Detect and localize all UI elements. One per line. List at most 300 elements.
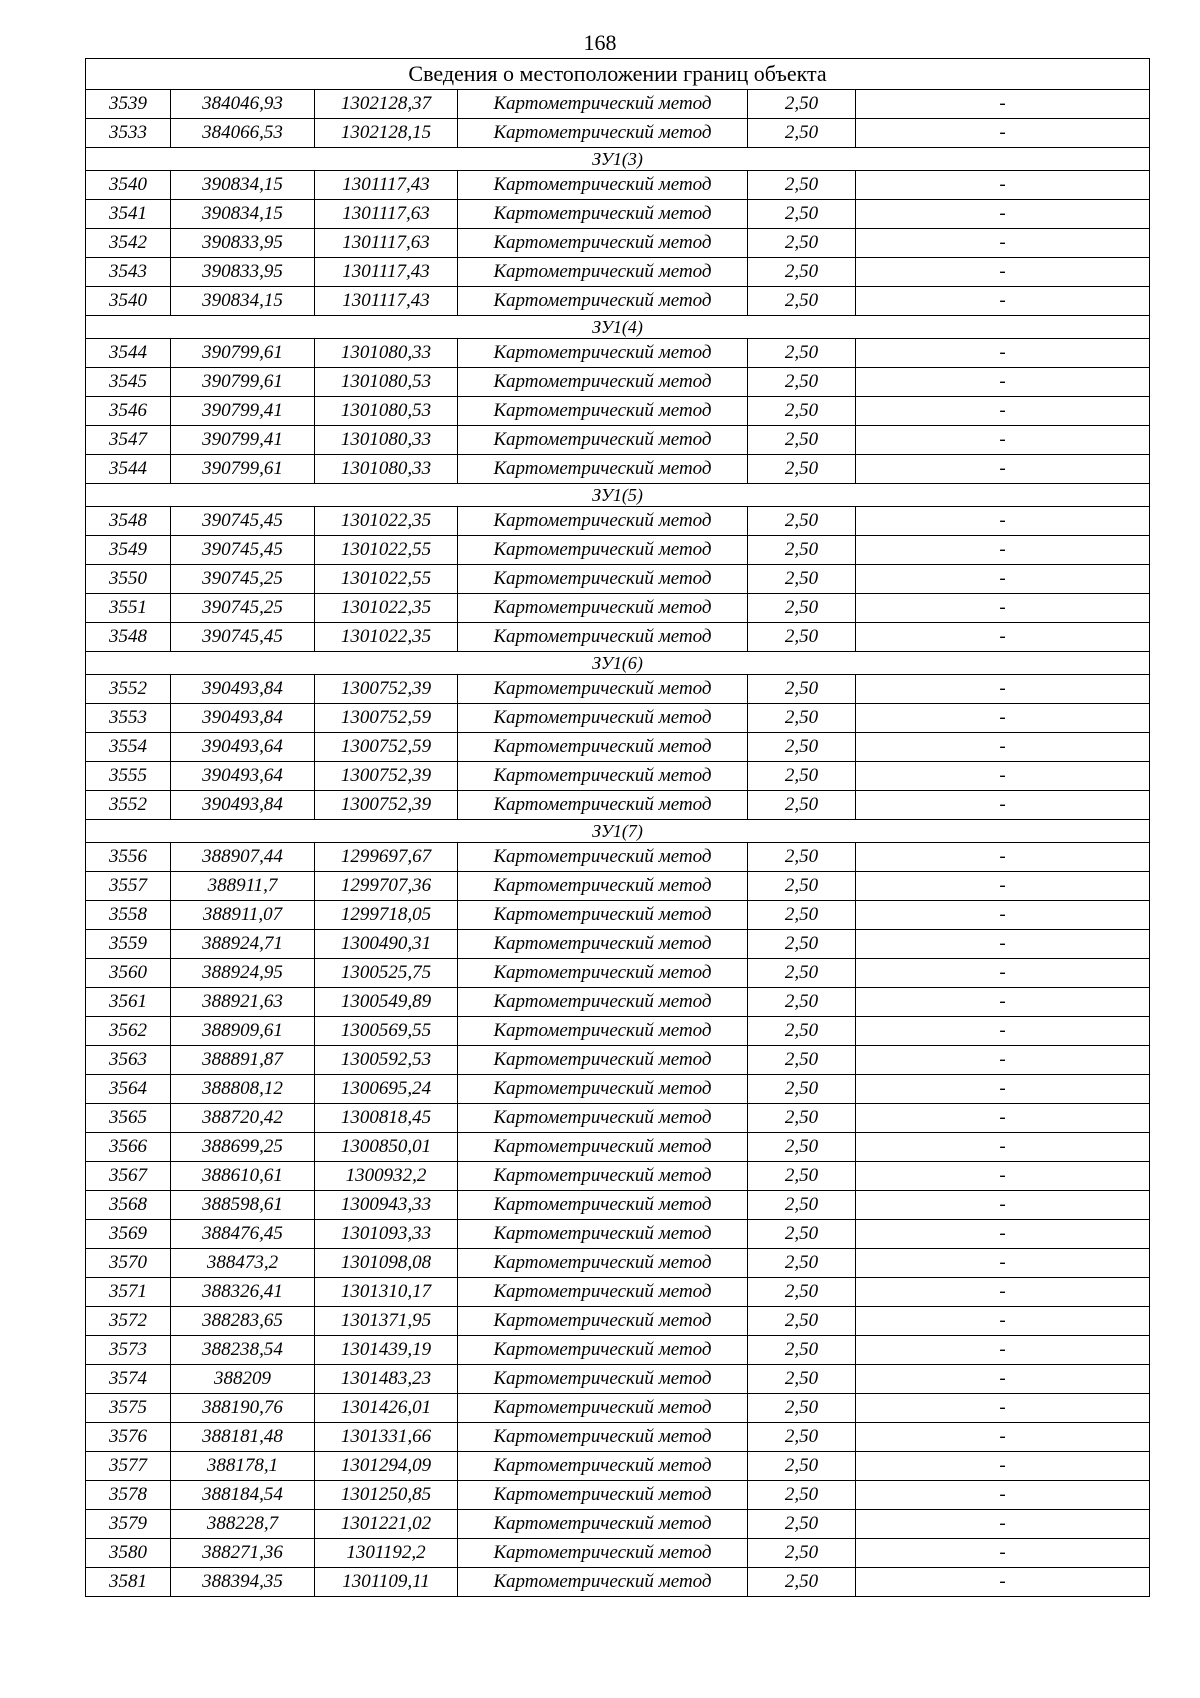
x-coordinate-cell: 390834,15 (171, 200, 315, 229)
description-cell: - (856, 258, 1150, 287)
method-cell: Картометрический метод (458, 872, 748, 901)
y-coordinate-cell: 1301022,35 (315, 594, 458, 623)
x-coordinate-cell: 390799,41 (171, 397, 315, 426)
point-number-cell: 3579 (86, 1510, 171, 1539)
y-coordinate-cell: 1299718,05 (315, 901, 458, 930)
accuracy-cell: 2,50 (748, 762, 856, 791)
description-cell: - (856, 1278, 1150, 1307)
table-row (86, 1510, 1150, 1539)
description-cell: - (856, 536, 1150, 565)
table-body (86, 59, 1150, 1597)
description-cell: - (856, 1104, 1150, 1133)
y-coordinate-cell: 1300752,39 (315, 675, 458, 704)
table-row (86, 507, 1150, 536)
table-row (86, 1423, 1150, 1452)
method-cell: Картометрический метод (458, 594, 748, 623)
method-cell: Картометрический метод (458, 1220, 748, 1249)
section-label: ЗУ1(4) (86, 316, 1150, 339)
y-coordinate-cell: 1301022,55 (315, 536, 458, 565)
section-header-row (86, 820, 1150, 843)
accuracy-cell: 2,50 (748, 1539, 856, 1568)
point-number-cell: 3569 (86, 1220, 171, 1249)
point-number-cell: 3574 (86, 1365, 171, 1394)
method-cell: Картометрический метод (458, 1162, 748, 1191)
y-coordinate-cell: 1301117,43 (315, 287, 458, 316)
y-coordinate-cell: 1301022,55 (315, 565, 458, 594)
method-cell: Картометрический метод (458, 843, 748, 872)
accuracy-cell: 2,50 (748, 1162, 856, 1191)
x-coordinate-cell: 390745,45 (171, 536, 315, 565)
method-cell: Картометрический метод (458, 119, 748, 148)
description-cell: - (856, 397, 1150, 426)
accuracy-cell: 2,50 (748, 988, 856, 1017)
x-coordinate-cell: 388473,2 (171, 1249, 315, 1278)
description-cell: - (856, 171, 1150, 200)
description-cell: - (856, 843, 1150, 872)
x-coordinate-cell: 390834,15 (171, 287, 315, 316)
x-coordinate-cell: 388907,44 (171, 843, 315, 872)
method-cell: Картометрический метод (458, 1104, 748, 1133)
description-cell: - (856, 339, 1150, 368)
y-coordinate-cell: 1301117,43 (315, 171, 458, 200)
y-coordinate-cell: 1301080,33 (315, 426, 458, 455)
table-row (86, 1191, 1150, 1220)
table-row (86, 90, 1150, 119)
method-cell: Картометрический метод (458, 536, 748, 565)
page-number: 168 (583, 30, 617, 55)
method-cell: Картометрический метод (458, 1568, 748, 1597)
table-row (86, 1452, 1150, 1481)
table-row (86, 339, 1150, 368)
method-cell: Картометрический метод (458, 1133, 748, 1162)
table-row (86, 843, 1150, 872)
section-label: ЗУ1(5) (86, 484, 1150, 507)
method-cell: Картометрический метод (458, 1539, 748, 1568)
point-number-cell: 3539 (86, 90, 171, 119)
y-coordinate-cell: 1301080,33 (315, 455, 458, 484)
description-cell: - (856, 1220, 1150, 1249)
point-number-cell: 3542 (86, 229, 171, 258)
y-coordinate-cell: 1300752,39 (315, 791, 458, 820)
method-cell: Картометрический метод (458, 1249, 748, 1278)
accuracy-cell: 2,50 (748, 1307, 856, 1336)
point-number-cell: 3570 (86, 1249, 171, 1278)
method-cell: Картометрический метод (458, 397, 748, 426)
y-coordinate-cell: 1301371,95 (315, 1307, 458, 1336)
point-number-cell: 3547 (86, 426, 171, 455)
method-cell: Картометрический метод (458, 287, 748, 316)
table-row (86, 1104, 1150, 1133)
x-coordinate-cell: 390834,15 (171, 171, 315, 200)
table-row (86, 623, 1150, 652)
method-cell: Картометрический метод (458, 1481, 748, 1510)
x-coordinate-cell: 388921,63 (171, 988, 315, 1017)
x-coordinate-cell: 390833,95 (171, 229, 315, 258)
accuracy-cell: 2,50 (748, 1452, 856, 1481)
accuracy-cell: 2,50 (748, 1568, 856, 1597)
table-row (86, 397, 1150, 426)
point-number-cell: 3544 (86, 455, 171, 484)
point-number-cell: 3557 (86, 872, 171, 901)
table-row (86, 1568, 1150, 1597)
y-coordinate-cell: 1300525,75 (315, 959, 458, 988)
x-coordinate-cell: 390799,61 (171, 368, 315, 397)
point-number-cell: 3559 (86, 930, 171, 959)
description-cell: - (856, 1307, 1150, 1336)
x-coordinate-cell: 388598,61 (171, 1191, 315, 1220)
accuracy-cell: 2,50 (748, 930, 856, 959)
x-coordinate-cell: 388720,42 (171, 1104, 315, 1133)
table-row (86, 959, 1150, 988)
accuracy-cell: 2,50 (748, 1336, 856, 1365)
point-number-cell: 3564 (86, 1075, 171, 1104)
x-coordinate-cell: 388394,35 (171, 1568, 315, 1597)
accuracy-cell: 2,50 (748, 258, 856, 287)
method-cell: Картометрический метод (458, 455, 748, 484)
accuracy-cell: 2,50 (748, 565, 856, 594)
description-cell: - (856, 1336, 1150, 1365)
point-number-cell: 3552 (86, 675, 171, 704)
table-row (86, 1365, 1150, 1394)
y-coordinate-cell: 1301294,09 (315, 1452, 458, 1481)
accuracy-cell: 2,50 (748, 1220, 856, 1249)
point-number-cell: 3548 (86, 507, 171, 536)
section-header-row (86, 484, 1150, 507)
description-cell: - (856, 565, 1150, 594)
y-coordinate-cell: 1301022,35 (315, 623, 458, 652)
y-coordinate-cell: 1301098,08 (315, 1249, 458, 1278)
description-cell: - (856, 119, 1150, 148)
x-coordinate-cell: 388238,54 (171, 1336, 315, 1365)
point-number-cell: 3563 (86, 1046, 171, 1075)
point-number-cell: 3548 (86, 623, 171, 652)
x-coordinate-cell: 390799,61 (171, 455, 315, 484)
x-coordinate-cell: 388209 (171, 1365, 315, 1394)
point-number-cell: 3540 (86, 287, 171, 316)
y-coordinate-cell: 1301117,43 (315, 258, 458, 287)
accuracy-cell: 2,50 (748, 1394, 856, 1423)
accuracy-cell: 2,50 (748, 1423, 856, 1452)
table-row (86, 455, 1150, 484)
table-row (86, 1220, 1150, 1249)
accuracy-cell: 2,50 (748, 90, 856, 119)
x-coordinate-cell: 388699,25 (171, 1133, 315, 1162)
accuracy-cell: 2,50 (748, 791, 856, 820)
y-coordinate-cell: 1301093,33 (315, 1220, 458, 1249)
point-number-cell: 3573 (86, 1336, 171, 1365)
x-coordinate-cell: 388911,7 (171, 872, 315, 901)
x-coordinate-cell: 388911,07 (171, 901, 315, 930)
method-cell: Картометрический метод (458, 1191, 748, 1220)
x-coordinate-cell: 388178,1 (171, 1452, 315, 1481)
accuracy-cell: 2,50 (748, 339, 856, 368)
description-cell: - (856, 1075, 1150, 1104)
method-cell: Картометрический метод (458, 1017, 748, 1046)
point-number-cell: 3545 (86, 368, 171, 397)
table-row (86, 1278, 1150, 1307)
accuracy-cell: 2,50 (748, 1365, 856, 1394)
accuracy-cell: 2,50 (748, 200, 856, 229)
y-coordinate-cell: 1301331,66 (315, 1423, 458, 1452)
method-cell: Картометрический метод (458, 1510, 748, 1539)
accuracy-cell: 2,50 (748, 1249, 856, 1278)
description-cell: - (856, 1423, 1150, 1452)
y-coordinate-cell: 1301439,19 (315, 1336, 458, 1365)
accuracy-cell: 2,50 (748, 171, 856, 200)
point-number-cell: 3572 (86, 1307, 171, 1336)
x-coordinate-cell: 390745,25 (171, 565, 315, 594)
y-coordinate-cell: 1300569,55 (315, 1017, 458, 1046)
x-coordinate-cell: 388891,87 (171, 1046, 315, 1075)
point-number-cell: 3561 (86, 988, 171, 1017)
description-cell: - (856, 200, 1150, 229)
x-coordinate-cell: 390493,84 (171, 675, 315, 704)
table-row (86, 1336, 1150, 1365)
x-coordinate-cell: 388476,45 (171, 1220, 315, 1249)
method-cell: Картометрический метод (458, 1075, 748, 1104)
section-header-row (86, 148, 1150, 171)
x-coordinate-cell: 384066,53 (171, 119, 315, 148)
accuracy-cell: 2,50 (748, 1075, 856, 1104)
table-row (86, 675, 1150, 704)
description-cell: - (856, 1162, 1150, 1191)
description-cell: - (856, 623, 1150, 652)
description-cell: - (856, 1394, 1150, 1423)
description-cell: - (856, 1017, 1150, 1046)
y-coordinate-cell: 1300490,31 (315, 930, 458, 959)
section-header-row (86, 652, 1150, 675)
description-cell: - (856, 791, 1150, 820)
accuracy-cell: 2,50 (748, 594, 856, 623)
point-number-cell: 3577 (86, 1452, 171, 1481)
description-cell: - (856, 1510, 1150, 1539)
description-cell: - (856, 1249, 1150, 1278)
table-row (86, 1075, 1150, 1104)
description-cell: - (856, 762, 1150, 791)
method-cell: Картометрический метод (458, 1452, 748, 1481)
point-number-cell: 3552 (86, 791, 171, 820)
x-coordinate-cell: 390493,64 (171, 762, 315, 791)
x-coordinate-cell: 390745,25 (171, 594, 315, 623)
point-number-cell: 3571 (86, 1278, 171, 1307)
table-row (86, 1394, 1150, 1423)
accuracy-cell: 2,50 (748, 455, 856, 484)
x-coordinate-cell: 390493,64 (171, 733, 315, 762)
method-cell: Картометрический метод (458, 901, 748, 930)
point-number-cell: 3558 (86, 901, 171, 930)
y-coordinate-cell: 1300943,33 (315, 1191, 458, 1220)
y-coordinate-cell: 1301117,63 (315, 229, 458, 258)
description-cell: - (856, 368, 1150, 397)
method-cell: Картометрический метод (458, 426, 748, 455)
table-row (86, 594, 1150, 623)
point-number-cell: 3568 (86, 1191, 171, 1220)
table-title-row (86, 59, 1150, 90)
x-coordinate-cell: 384046,93 (171, 90, 315, 119)
description-cell: - (856, 1452, 1150, 1481)
table-row (86, 930, 1150, 959)
x-coordinate-cell: 388271,36 (171, 1539, 315, 1568)
method-cell: Картометрический метод (458, 507, 748, 536)
table-row (86, 119, 1150, 148)
table-row (86, 901, 1150, 930)
point-number-cell: 3578 (86, 1481, 171, 1510)
point-number-cell: 3567 (86, 1162, 171, 1191)
description-cell: - (856, 229, 1150, 258)
point-number-cell: 3549 (86, 536, 171, 565)
x-coordinate-cell: 390745,45 (171, 507, 315, 536)
y-coordinate-cell: 1301250,85 (315, 1481, 458, 1510)
point-number-cell: 3575 (86, 1394, 171, 1423)
accuracy-cell: 2,50 (748, 1278, 856, 1307)
point-number-cell: 3553 (86, 704, 171, 733)
accuracy-cell: 2,50 (748, 536, 856, 565)
method-cell: Картометрический метод (458, 1046, 748, 1075)
table-row (86, 1046, 1150, 1075)
table-row (86, 1133, 1150, 1162)
method-cell: Картометрический метод (458, 704, 748, 733)
point-number-cell: 3560 (86, 959, 171, 988)
method-cell: Картометрический метод (458, 930, 748, 959)
table-row (86, 988, 1150, 1017)
method-cell: Картометрический метод (458, 623, 748, 652)
accuracy-cell: 2,50 (748, 1481, 856, 1510)
method-cell: Картометрический метод (458, 1336, 748, 1365)
table-row (86, 426, 1150, 455)
method-cell: Картометрический метод (458, 258, 748, 287)
table-row (86, 733, 1150, 762)
method-cell: Картометрический метод (458, 1365, 748, 1394)
point-number-cell: 3541 (86, 200, 171, 229)
method-cell: Картометрический метод (458, 675, 748, 704)
point-number-cell: 3551 (86, 594, 171, 623)
y-coordinate-cell: 1301109,11 (315, 1568, 458, 1597)
x-coordinate-cell: 388808,12 (171, 1075, 315, 1104)
description-cell: - (856, 988, 1150, 1017)
section-label: ЗУ1(3) (86, 148, 1150, 171)
point-number-cell: 3550 (86, 565, 171, 594)
table-row (86, 1307, 1150, 1336)
method-cell: Картометрический метод (458, 339, 748, 368)
point-number-cell: 3533 (86, 119, 171, 148)
y-coordinate-cell: 1301221,02 (315, 1510, 458, 1539)
y-coordinate-cell: 1302128,15 (315, 119, 458, 148)
point-number-cell: 3543 (86, 258, 171, 287)
table-row (86, 791, 1150, 820)
method-cell: Картометрический метод (458, 762, 748, 791)
method-cell: Картометрический метод (458, 565, 748, 594)
x-coordinate-cell: 388924,71 (171, 930, 315, 959)
accuracy-cell: 2,50 (748, 287, 856, 316)
accuracy-cell: 2,50 (748, 1046, 856, 1075)
y-coordinate-cell: 1301117,63 (315, 200, 458, 229)
accuracy-cell: 2,50 (748, 1510, 856, 1539)
method-cell: Картометрический метод (458, 733, 748, 762)
accuracy-cell: 2,50 (748, 1133, 856, 1162)
y-coordinate-cell: 1299707,36 (315, 872, 458, 901)
y-coordinate-cell: 1299697,67 (315, 843, 458, 872)
x-coordinate-cell: 388184,54 (171, 1481, 315, 1510)
accuracy-cell: 2,50 (748, 623, 856, 652)
x-coordinate-cell: 390745,45 (171, 623, 315, 652)
description-cell: - (856, 675, 1150, 704)
y-coordinate-cell: 1301080,53 (315, 397, 458, 426)
description-cell: - (856, 455, 1150, 484)
point-number-cell: 3540 (86, 171, 171, 200)
description-cell: - (856, 872, 1150, 901)
x-coordinate-cell: 390799,61 (171, 339, 315, 368)
accuracy-cell: 2,50 (748, 733, 856, 762)
x-coordinate-cell: 388924,95 (171, 959, 315, 988)
section-label: ЗУ1(7) (86, 820, 1150, 843)
point-number-cell: 3544 (86, 339, 171, 368)
table-row (86, 1539, 1150, 1568)
x-coordinate-cell: 388283,65 (171, 1307, 315, 1336)
method-cell: Картометрический метод (458, 200, 748, 229)
point-number-cell: 3554 (86, 733, 171, 762)
point-number-cell: 3581 (86, 1568, 171, 1597)
table-row (86, 229, 1150, 258)
x-coordinate-cell: 388326,41 (171, 1278, 315, 1307)
x-coordinate-cell: 388228,7 (171, 1510, 315, 1539)
table-row (86, 1017, 1150, 1046)
point-number-cell: 3555 (86, 762, 171, 791)
accuracy-cell: 2,50 (748, 1104, 856, 1133)
point-number-cell: 3565 (86, 1104, 171, 1133)
y-coordinate-cell: 1301310,17 (315, 1278, 458, 1307)
accuracy-cell: 2,50 (748, 704, 856, 733)
y-coordinate-cell: 1300752,59 (315, 704, 458, 733)
y-coordinate-cell: 1300752,59 (315, 733, 458, 762)
method-cell: Картометрический метод (458, 988, 748, 1017)
accuracy-cell: 2,50 (748, 1191, 856, 1220)
description-cell: - (856, 1365, 1150, 1394)
table-row (86, 536, 1150, 565)
table-row (86, 171, 1150, 200)
description-cell: - (856, 426, 1150, 455)
x-coordinate-cell: 390799,41 (171, 426, 315, 455)
accuracy-cell: 2,50 (748, 901, 856, 930)
point-number-cell: 3556 (86, 843, 171, 872)
table-row (86, 872, 1150, 901)
accuracy-cell: 2,50 (748, 119, 856, 148)
section-label: ЗУ1(6) (86, 652, 1150, 675)
point-number-cell: 3580 (86, 1539, 171, 1568)
table-row (86, 1481, 1150, 1510)
y-coordinate-cell: 1300592,53 (315, 1046, 458, 1075)
table-row (86, 287, 1150, 316)
y-coordinate-cell: 1300549,89 (315, 988, 458, 1017)
table-row (86, 704, 1150, 733)
x-coordinate-cell: 388181,48 (171, 1423, 315, 1452)
method-cell: Картометрический метод (458, 1423, 748, 1452)
y-coordinate-cell: 1300850,01 (315, 1133, 458, 1162)
method-cell: Картометрический метод (458, 90, 748, 119)
point-number-cell: 3566 (86, 1133, 171, 1162)
method-cell: Картометрический метод (458, 1307, 748, 1336)
y-coordinate-cell: 1300752,39 (315, 762, 458, 791)
description-cell: - (856, 507, 1150, 536)
accuracy-cell: 2,50 (748, 426, 856, 455)
description-cell: - (856, 90, 1150, 119)
method-cell: Картометрический метод (458, 368, 748, 397)
accuracy-cell: 2,50 (748, 872, 856, 901)
y-coordinate-cell: 1301426,01 (315, 1394, 458, 1423)
table-row (86, 368, 1150, 397)
description-cell: - (856, 930, 1150, 959)
method-cell: Картометрический метод (458, 229, 748, 258)
point-number-cell: 3562 (86, 1017, 171, 1046)
